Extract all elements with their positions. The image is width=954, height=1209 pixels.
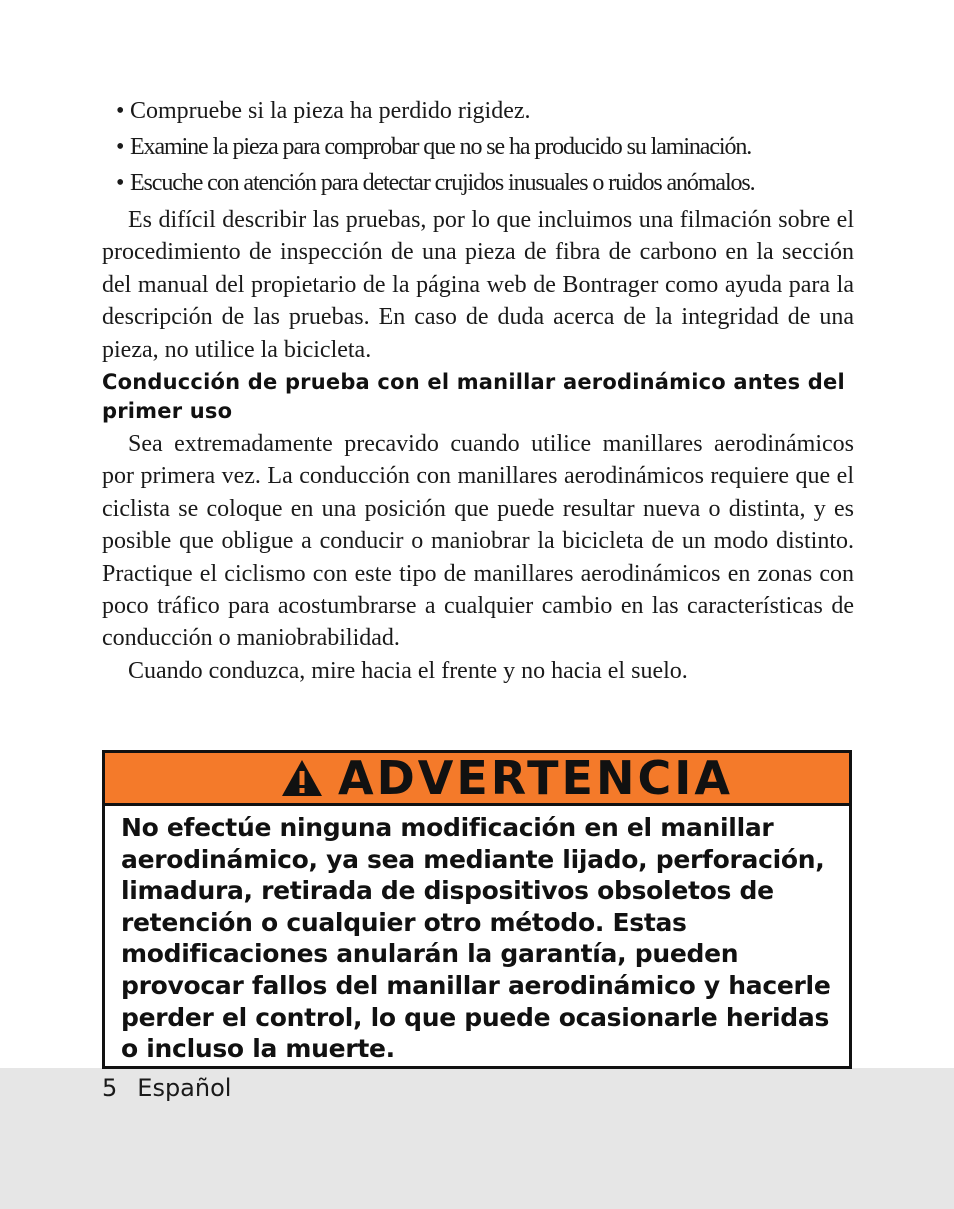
warning-triangle-icon bbox=[280, 758, 324, 798]
paragraph-test-ride: Sea extremadamente precavido cuando utilice manillares aerodinámicos por primera vez. La conducción con manillares aerodinámicos requiere que el ciclista se coloque en una posición que puede resultar nueva o distinta, y es posible que obligue a conducir o maniobrar la bicicleta de un modo distinto. Practique el ciclismo con este tipo de manillares aerodinámicos en zonas con poco tráfico para acostumbrarse a cualquier cambio en las características de conducción o maniobrabilidad. bbox=[102, 431, 854, 652]
paragraph-inspection: Es difícil describir las pruebas, por lo que incluimos una filmación sobre el procedimiento de inspección de una pieza de fibra de carbono en la sección del manual del propietario de la página web de Bontrager como ayuda para la descripción de las pruebas. En caso de duda acerca de la integridad de una pieza, no utilice la bicicleta. bbox=[102, 207, 854, 363]
warning-box bbox=[102, 750, 852, 1069]
bullet-text: Examine la pieza para comprobar que no se ha producido su laminación. bbox=[130, 134, 752, 160]
bullet-text: Escuche con atención para detectar crujidos inusuales o ruidos anómalos. bbox=[130, 170, 755, 196]
bullet-item bbox=[102, 132, 854, 162]
warning-title: ADVERTENCIA bbox=[338, 751, 733, 805]
page-footer bbox=[102, 1074, 231, 1102]
bullet-item bbox=[102, 96, 854, 126]
main-content bbox=[102, 96, 854, 687]
bullet-symbol: • bbox=[116, 134, 124, 160]
warning-header bbox=[105, 753, 849, 806]
bullet-symbol: • bbox=[116, 98, 125, 124]
bullet-symbol: • bbox=[116, 170, 124, 196]
footer-language: Español bbox=[137, 1074, 232, 1102]
bullet-text: Compruebe si la pieza ha perdido rigidez. bbox=[130, 98, 531, 124]
paragraph-look-ahead: Cuando conduzca, mire hacia el frente y no hacia el suelo. bbox=[128, 657, 688, 684]
warning-text: No efectúe ninguna modificación en el manillar aerodinámico, ya sea mediante lijado, perforación, limadura, retirada de dispositivos obsoletos de retención o cualquier otro método. Estas modificaciones anularán la garantía, pueden provocar fallos del manillar aerodinámico y hacerle perder el control, lo que puede ocasionarle heridas o incluso la muerte. bbox=[121, 813, 831, 1064]
bullet-item bbox=[102, 168, 854, 198]
page-number: 5 bbox=[102, 1074, 118, 1102]
section-heading: Conducción de prueba con el manillar aerodinámico antes del primer uso bbox=[102, 370, 845, 424]
